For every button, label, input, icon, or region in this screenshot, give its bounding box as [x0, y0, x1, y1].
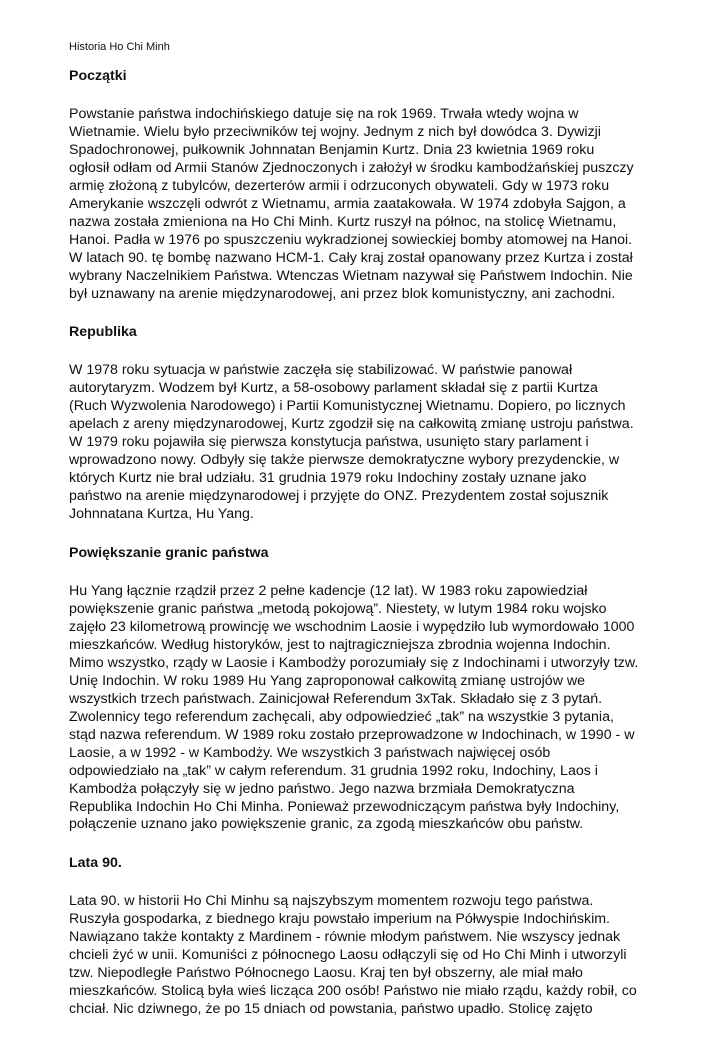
- section-body: [69, 362, 669, 524]
- text-line: stąd nazwa referendum. W 1989 roku zostało przeprowadzone w Indochinach, w 1990 - w: [69, 726, 635, 743]
- section-lata-90: [69, 855, 669, 1019]
- text-line: Kambodża połączyły się w jedno państwo. Jego nazwa brzmiała Demokratyczna: [69, 780, 575, 797]
- text-line: Lata 90. w historii Ho Chi Minhu są najszybszym momentem rozwoju tego państwa.: [69, 893, 594, 910]
- text-line: tzw. Niepodległe Państwo Północnego Laosu. Kraj ten był obszerny, ale miał mało: [69, 965, 583, 982]
- document-title: Historia Ho Chi Minh: [69, 41, 170, 53]
- text-line: wprowadzono nowy. Odbyły się także pierwsze demokratyczne wybory prezydenckie, w: [69, 452, 620, 469]
- text-line: Nawiązano także kontakty z Mardinem - równie młodym państwem. Nie wszyscy jednak: [69, 929, 621, 946]
- text-line: W 1979 roku pojawiła się pierwsza konstytucja państwa, usunięto stary parlament i: [69, 434, 589, 451]
- document-page: [69, 41, 669, 1040]
- section-powiekszanie-granic: [69, 545, 669, 834]
- text-line: Hanoi. Padła w 1976 po spuszczeniu wykradzionej sowieckiej bomby atomowej na Hanoi.: [69, 231, 633, 248]
- text-line: Spadochronowej, pułkownik Johnnatan Benjamin Kurtz. Dnia 23 kwietnia 1969 roku: [69, 141, 595, 158]
- text-line: Zwolennicy tego referendum zachęcali, aby odpowiedzieć „tak” na wszystkie 3 pytania,: [69, 708, 614, 725]
- text-line: nazwa została zmieniona na Ho Chi Minh. Kurtz ruszył na północ, na stolicę Wietnamu,: [69, 213, 617, 230]
- text-line: W latach 90. tę bombę nazwano HCM-1. Cały kraj został opanowany przez Kurtza i został: [69, 249, 633, 266]
- text-line: Powstanie państwa indochińskiego datuje się na rok 1969. Trwała wtedy wojna w: [69, 106, 579, 122]
- text-line: państwo na arenie międzynarodowej i przyjęte do ONZ. Prezydentem został sojusznik: [69, 488, 609, 505]
- text-line: mieszkańców. Stolicą była wieś licząca 200 osób! Państwo nie miało rządu, każdy robił, co: [69, 983, 637, 1000]
- text-line: Republika Indochin Ho Chi Minha. Ponieważ przewodniczącym państwa były Indochiny,: [69, 798, 620, 815]
- text-line: autorytaryzm. Wodzem był Kurtz, a 58-osobowy parlament składał się z partii Kurtza: [69, 380, 598, 397]
- section-body: [69, 106, 669, 303]
- section-heading: Początki: [69, 68, 127, 84]
- text-line: Amerykanie wszczęli odwrót z Wietnamu, armia zaatakowała. W 1974 zdobyła Sajgon, a: [69, 195, 626, 212]
- text-line: Ruszyła gospodarka, z biednego kraju powstało imperium na Półwyspie Indochińskim.: [69, 911, 610, 928]
- text-line: Hu Yang łącznie rządził przez 2 pełne kadencje (12 lat). W 1983 roku zapowiedział: [69, 583, 588, 600]
- text-line: chcieli żyć w unii. Komuniści z północnego Laosu odłączyli się od Ho Chi Minh i utworzyli: [69, 947, 627, 964]
- text-line: Johnnatana Kurtza, Hu Yang.: [69, 506, 254, 523]
- section-body: [69, 893, 669, 1019]
- text-line: chciał. Nic dziwnego, że po 15 dniach od powstania, państwo upadło. Stolicę zajęto: [69, 1001, 593, 1018]
- text-line: Mimo wszystko, rządy w Laosie i Kambodży porozumiały się z Indochinami i utworzyły tzw.: [69, 654, 639, 671]
- text-line: odpowiedziało na „tak” w całym referendum. 31 grudnia 1992 roku, Indochiny, Laos i: [69, 762, 598, 779]
- section-heading: Republika: [69, 324, 137, 341]
- text-line: armię złożoną z tubylców, dezerterów armii i odrzuconych obywateli. Gdy w 1973 roku: [69, 177, 610, 194]
- text-line: był uznawany na arenie międzynarodowej, ani przez blok komunistyczny, ani zachodni.: [69, 285, 616, 302]
- text-line: Unię Indochin. W roku 1989 Hu Yang zaproponował całkowitą zmianę ustrojów we: [69, 672, 586, 689]
- section-poczatki: [69, 68, 669, 303]
- text-line: zajęło 23 kilometrową prowincję we wschodnim Laosie i wypędziło lub wymordowało 1000: [69, 618, 635, 635]
- text-line: których Kurtz nie brał udziału. 31 grudnia 1979 roku Indochiny zostały uznane jako: [69, 470, 587, 487]
- text-line: apelach z areny międzynarodowej, Kurtz zgodził się na całkowitą zmianę ustroju państwa.: [69, 416, 634, 433]
- text-line: wybrany Naczelnikiem Państwa. Wtenczas Wietnam nazywał się Państwem Indochin. Nie: [69, 267, 633, 284]
- text-line: Laosie, a w 1992 - w Kambodży. We wszystkich 3 państwach najwięcej osób: [69, 744, 551, 761]
- text-line: ogłosił odłam od Armii Stanów Zjednoczonych i założył w środku kambodżańskiej puszczy: [69, 159, 634, 176]
- text-line: powiększenie granic państwa „metodą pokojową”. Niestety, w lutym 1984 roku wojsko: [69, 601, 607, 618]
- text-line: mieszkańców. Według historyków, jest to najtragiczniejsza zbrodnia wojenna Indochin.: [69, 636, 611, 653]
- section-republika: [69, 324, 669, 524]
- section-heading: Powiększanie granic państwa: [69, 545, 269, 562]
- text-line: W 1978 roku sytuacja w państwie zaczęła się stabilizować. W państwie panował: [69, 362, 573, 379]
- text-line: wszystkich trzech państwach. Zainicjował Referendum 3xTak. Składało się z 3 pytań.: [69, 690, 603, 707]
- section-heading: Lata 90.: [69, 855, 122, 872]
- text-line: Wietnamie. Wielu było przeciwników tej wojny. Jednym z nich był dowódca 3. Dywizji: [69, 123, 601, 140]
- text-line: (Ruch Wyzwolenia Narodowego) i Partii Komunistycznej Wietnamu. Dopiero, po licznych: [69, 398, 626, 415]
- text-line: połączenie uznano jako powiększenie granic, za zgodą mieszkańców obu państw.: [69, 816, 584, 833]
- section-body: [69, 583, 669, 834]
